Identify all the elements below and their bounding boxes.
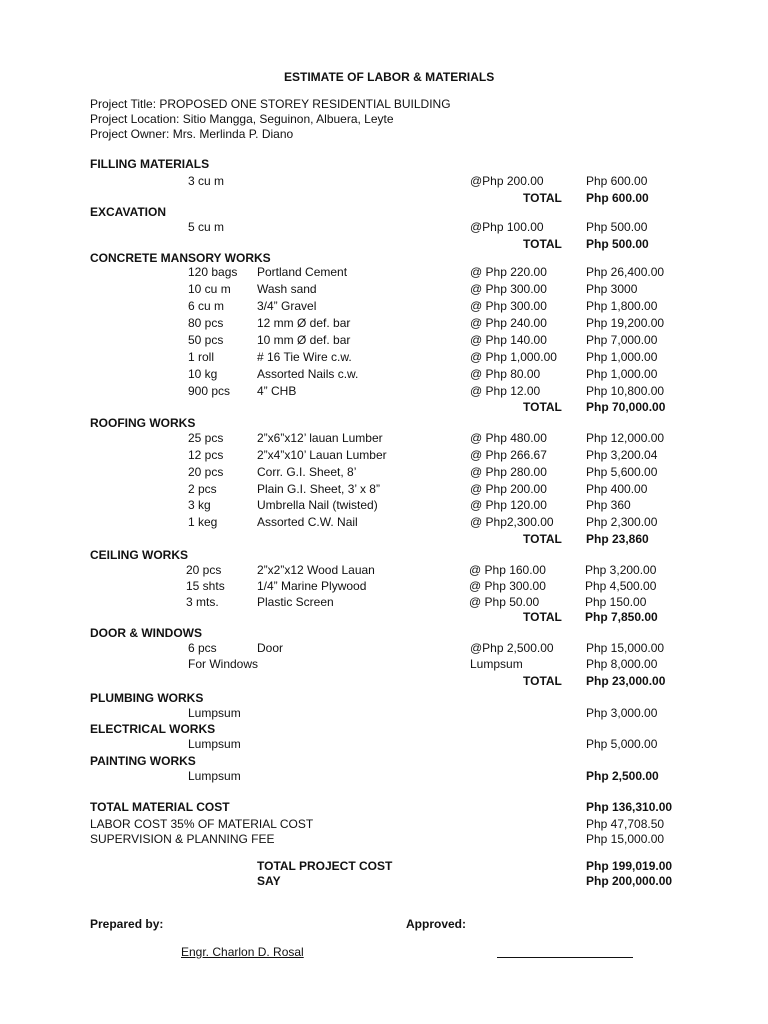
item-amount: Php 2,500.00 [586, 769, 659, 783]
say-label: SAY [257, 874, 281, 888]
total-project-cost: Php 199,019.00 [586, 859, 673, 873]
item-amount: Php 1,000.00 [586, 367, 658, 381]
document-title: ESTIMATE OF LABOR & MATERIALS [284, 70, 495, 84]
item-unit-price: @Php 200.00 [470, 174, 544, 188]
item-qty: 120 bags [188, 265, 238, 279]
item-unit-price: @ Php 1,000.00 [470, 350, 557, 364]
item-desc: Assorted Nails c.w. [257, 367, 359, 381]
item-unit-price: Lumpsum [470, 657, 523, 671]
item-qty: 6 pcs [188, 641, 217, 655]
item-qty: Lumpsum [188, 706, 241, 720]
item-unit-price: @ Php 280.00 [470, 465, 547, 479]
item-qty: 1 keg [188, 515, 218, 529]
section-heading-electrical: ELECTRICAL WORKS [90, 722, 216, 736]
item-desc: Plastic Screen [257, 595, 334, 609]
item-unit-price: @ Php 300.00 [470, 282, 547, 296]
item-unit-price: @ Php 140.00 [470, 333, 547, 347]
item-desc: 2”x6”x12’ lauan Lumber [257, 431, 383, 445]
section-heading-excavation: EXCAVATION [90, 205, 167, 219]
item-desc: 4” CHB [257, 384, 297, 398]
item-qty: 1 roll [188, 350, 215, 364]
section-heading-roofing: ROOFING WORKS [90, 416, 196, 430]
item-amount: Php 360 [586, 498, 631, 512]
total-label: TOTAL [523, 237, 562, 251]
section-total: Php 7,850.00 [585, 610, 658, 624]
total-project-cost-label: TOTAL PROJECT COST [257, 859, 393, 873]
section-total: Php 500.00 [586, 237, 649, 251]
item-amount: Php 1,000.00 [586, 350, 658, 364]
section-heading-painting: PAINTING WORKS [90, 754, 196, 768]
item-unit-price: @ Php 120.00 [470, 498, 547, 512]
say-amount: Php 200,000.00 [586, 874, 673, 888]
item-qty: 10 kg [188, 367, 218, 381]
item-unit-price: @ Php 240.00 [470, 316, 547, 330]
section-heading-filling: FILLING MATERIALS [90, 157, 210, 171]
item-qty: 10 cu m [188, 282, 231, 296]
item-desc: 2”x2”x12 Wood Lauan [257, 563, 375, 577]
item-desc: Plain G.I. Sheet, 3’ x 8” [257, 482, 380, 496]
section-total: Php 23,860 [586, 532, 649, 546]
item-unit-price: @ Php 300.00 [470, 299, 547, 313]
item-qty: 900 pcs [188, 384, 231, 398]
prepared-by-label: Prepared by: [90, 917, 164, 931]
section-heading-doors: DOOR & WINDOWS [90, 626, 202, 640]
item-amount: Php 500.00 [586, 220, 648, 234]
item-amount: Php 8,000.00 [586, 657, 658, 671]
item-desc: Umbrella Nail (twisted) [257, 498, 378, 512]
item-desc: 1/4” Marine Plywood [257, 579, 367, 593]
labor-cost: Php 47,708.50 [586, 817, 665, 831]
item-qty: 15 shts [186, 579, 225, 593]
item-qty: 50 pcs [188, 333, 224, 347]
item-unit-price: @ Php 220.00 [470, 265, 547, 279]
supervision-fee: Php 15,000.00 [586, 832, 665, 846]
item-unit-price: @ Php2,300.00 [470, 515, 554, 529]
item-qty: 3 cu m [188, 174, 225, 188]
item-qty: 12 pcs [188, 448, 224, 462]
item-unit-price: @ Php 80.00 [470, 367, 541, 381]
item-unit-price: @ Php 12.00 [470, 384, 541, 398]
approval-signature-line [497, 957, 633, 958]
item-desc: 3/4” Gravel [257, 299, 317, 313]
item-amount: Php 12,000.00 [586, 431, 665, 445]
project-location: Project Location: Sitio Mangga, Seguinon, Albuera, Leyte [90, 112, 394, 126]
section-total: Php 70,000.00 [586, 400, 666, 414]
item-amount: Php 7,000.00 [586, 333, 658, 347]
item-amount: Php 5,600.00 [586, 465, 658, 479]
item-amount: Php 15,000.00 [586, 641, 665, 655]
supervision-fee-label: SUPERVISION & PLANNING FEE [90, 832, 275, 846]
item-amount: Php 3,200.04 [586, 448, 658, 462]
item-amount: Php 400.00 [586, 482, 648, 496]
item-desc: 10 mm Ø def. bar [257, 333, 351, 347]
item-unit-price: @ Php 266.67 [470, 448, 547, 462]
item-unit-price: @ Php 480.00 [470, 431, 547, 445]
item-unit-price: @ Php 50.00 [469, 595, 540, 609]
item-desc: 12 mm Ø def. bar [257, 316, 351, 330]
approved-label: Approved: [406, 917, 466, 931]
section-heading-concrete: CONCRETE MANSORY WORKS [90, 251, 271, 265]
total-material-cost: Php 136,310.00 [586, 800, 673, 814]
item-unit-price: @ Php 300.00 [469, 579, 546, 593]
item-qty: 2 pcs [188, 482, 217, 496]
section-total: Php 600.00 [586, 191, 649, 205]
total-label: TOTAL [523, 191, 562, 205]
item-qty: For Windows [188, 657, 259, 671]
item-amount: Php 3,000.00 [586, 706, 658, 720]
item-desc: 2”x4”x10’ Lauan Lumber [257, 448, 387, 462]
section-heading-plumbing: PLUMBING WORKS [90, 691, 204, 705]
item-desc: Wash sand [257, 282, 317, 296]
item-unit-price: @ Php 200.00 [470, 482, 547, 496]
item-unit-price: @ Php 160.00 [469, 563, 546, 577]
project-owner: Project Owner: Mrs. Merlinda P. Diano [90, 127, 294, 141]
item-amount: Php 600.00 [586, 174, 648, 188]
item-desc: Portland Cement [257, 265, 348, 279]
item-amount: Php 150.00 [585, 595, 647, 609]
item-amount: Php 19,200.00 [586, 316, 665, 330]
item-amount: Php 4,500.00 [585, 579, 657, 593]
total-label: TOTAL [523, 400, 562, 414]
item-desc: Door [257, 641, 284, 655]
item-unit-price: @Php 2,500.00 [470, 641, 554, 655]
section-total: Php 23,000.00 [586, 674, 666, 688]
total-material-cost-label: TOTAL MATERIAL COST [90, 800, 230, 814]
item-qty: 20 pcs [188, 465, 224, 479]
project-title: Project Title: PROPOSED ONE STOREY RESIDENTIAL BUILDING [90, 97, 451, 111]
section-heading-ceiling: CEILING WORKS [90, 548, 188, 562]
item-desc: # 16 Tie Wire c.w. [257, 350, 352, 364]
item-amount: Php 3000 [586, 282, 638, 296]
item-qty: 3 mts. [186, 595, 219, 609]
item-desc: Corr. G.I. Sheet, 8’ [257, 465, 357, 479]
item-qty: 6 cu m [188, 299, 225, 313]
item-amount: Php 3,200.00 [585, 563, 657, 577]
item-qty: 20 pcs [186, 563, 222, 577]
item-unit-price: @Php 100.00 [470, 220, 544, 234]
total-label: TOTAL [523, 532, 562, 546]
item-desc: Assorted C.W. Nail [257, 515, 358, 529]
item-amount: Php 10,800.00 [586, 384, 665, 398]
total-label: TOTAL [523, 674, 562, 688]
item-qty: Lumpsum [188, 769, 241, 783]
item-qty: 5 cu m [188, 220, 225, 234]
item-qty: 25 pcs [188, 431, 224, 445]
total-label: TOTAL [523, 610, 562, 624]
item-amount: Php 5,000.00 [586, 737, 658, 751]
item-amount: Php 26,400.00 [586, 265, 665, 279]
item-amount: Php 1,800.00 [586, 299, 658, 313]
preparer-name: Engr. Charlon D. Rosal [181, 945, 304, 959]
item-amount: Php 2,300.00 [586, 515, 658, 529]
item-qty: 3 kg [188, 498, 211, 512]
item-qty: 80 pcs [188, 316, 224, 330]
labor-cost-label: LABOR COST 35% OF MATERIAL COST [90, 817, 314, 831]
item-qty: Lumpsum [188, 737, 241, 751]
